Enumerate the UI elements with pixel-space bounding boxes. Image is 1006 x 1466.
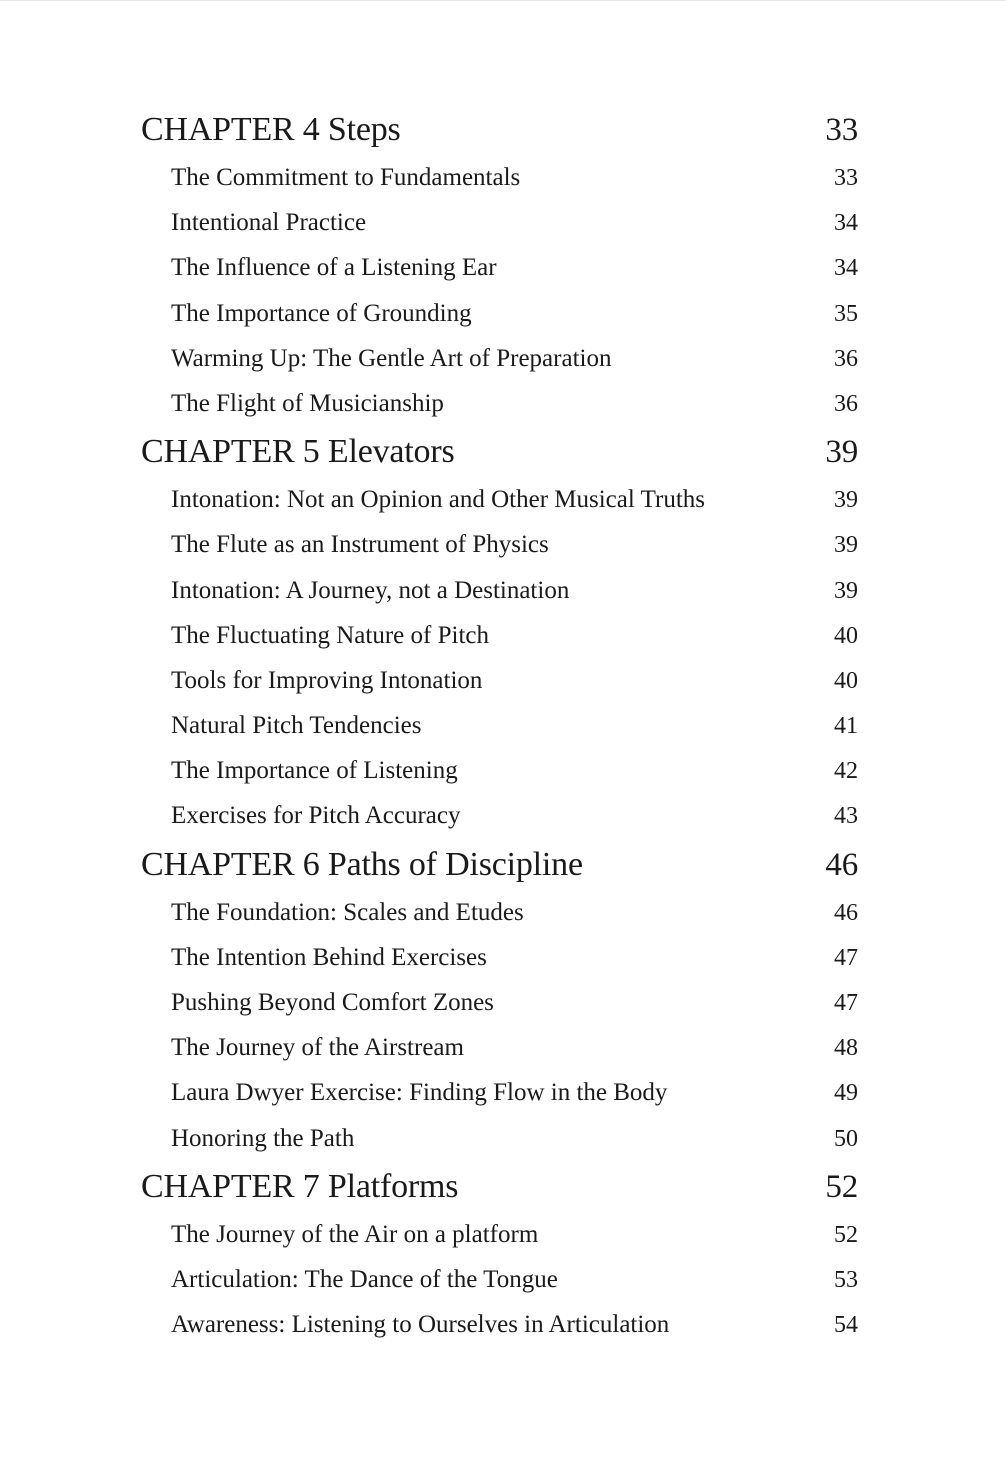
section-title: Laura Dwyer Exercise: Finding Flow in the Body: [171, 1079, 668, 1107]
section-title: The Commitment to Fundamentals: [171, 164, 521, 191]
section-page-number: 33: [834, 165, 858, 191]
section-page-number: 40: [834, 622, 858, 649]
toc-entry[interactable]: [141, 336, 858, 381]
section-title: Tools for Improving Intonation: [171, 666, 483, 694]
chapter-title: CHAPTER 4 Steps: [141, 111, 401, 148]
toc-chapter: [141, 839, 858, 1161]
toc-chapter: [141, 1161, 858, 1348]
section-list: [141, 890, 858, 1161]
section-title: The Importance of Listening: [171, 757, 458, 785]
section-page-number: 53: [834, 1266, 858, 1293]
chapter-page-number: 46: [825, 846, 858, 883]
section-page-number: 46: [834, 899, 858, 926]
section-title: Warming Up: The Gentle Art of Preparation: [171, 344, 612, 372]
toc-entry[interactable]: [141, 890, 858, 935]
section-title: The Fluctuating Nature of Pitch: [171, 621, 489, 649]
chapter-page-number: 52: [825, 1168, 858, 1205]
section-title: Exercises for Pitch Accuracy: [171, 802, 461, 830]
section-page-number: 43: [834, 803, 858, 830]
section-title: Intentional Practice: [171, 209, 367, 237]
toc-entry[interactable]: [141, 1212, 858, 1257]
section-list: [141, 1212, 858, 1348]
toc-entry[interactable]: [141, 1116, 858, 1161]
chapter-title: CHAPTER 6 Paths of Discipline: [141, 845, 583, 883]
section-title: Intonation: A Journey, not a Destination: [171, 576, 570, 604]
section-title: The Journey of the Air on a platform: [171, 1220, 539, 1248]
toc-entry[interactable]: [141, 245, 858, 290]
section-title: Awareness: Listening to Ourselves in Articulation: [171, 1311, 670, 1339]
toc-entry[interactable]: [141, 980, 858, 1025]
toc-chapter: [141, 426, 858, 839]
section-title: The Flight of Musicianship: [171, 389, 444, 417]
section-page-number: 39: [834, 487, 858, 514]
toc-entry[interactable]: [141, 658, 858, 703]
section-page-number: 34: [834, 210, 858, 237]
table-of-contents: [141, 105, 858, 1347]
toc-entry[interactable]: [141, 703, 858, 748]
chapter-page-number: 33: [825, 112, 858, 148]
section-page-number: 42: [834, 758, 858, 785]
section-page-number: 52: [834, 1221, 858, 1248]
section-title: Articulation: The Dance of the Tongue: [171, 1265, 558, 1293]
section-page-number: 39: [834, 532, 858, 559]
chapter-title: CHAPTER 5 Elevators: [141, 433, 455, 471]
toc-entry[interactable]: [141, 1025, 858, 1070]
toc-entry[interactable]: [141, 381, 858, 426]
section-list: [141, 155, 858, 426]
toc-entry[interactable]: [141, 1302, 858, 1347]
section-page-number: 39: [834, 577, 858, 604]
toc-entry[interactable]: [141, 793, 858, 838]
section-title: Honoring the Path: [171, 1124, 355, 1152]
section-page-number: 47: [834, 990, 858, 1016]
section-title: The Influence of a Listening Ear: [171, 254, 497, 282]
section-title: The Journey of the Airstream: [171, 1034, 464, 1062]
toc-entry[interactable]: [141, 291, 858, 336]
section-title: The Flute as an Instrument of Physics: [171, 531, 549, 559]
section-title: The Importance of Grounding: [171, 299, 472, 327]
chapter-heading[interactable]: [141, 1161, 858, 1212]
chapter-page-number: 39: [825, 434, 858, 471]
section-page-number: 54: [834, 1312, 858, 1339]
section-page-number: 36: [834, 345, 858, 372]
section-list: [141, 477, 858, 839]
toc-entry[interactable]: [141, 613, 858, 658]
toc-entry[interactable]: [141, 748, 858, 793]
section-title: The Foundation: Scales and Etudes: [171, 898, 524, 926]
chapter-title: CHAPTER 7 Platforms: [141, 1167, 459, 1205]
section-title: The Intention Behind Exercises: [171, 943, 487, 971]
section-page-number: 41: [834, 713, 858, 740]
toc-entry[interactable]: [141, 155, 858, 200]
toc-entry[interactable]: [141, 200, 858, 245]
chapter-heading[interactable]: [141, 426, 858, 477]
section-title: Intonation: Not an Opinion and Other Musical Truths: [171, 486, 705, 514]
section-title: Natural Pitch Tendencies: [171, 712, 422, 740]
toc-entry[interactable]: [141, 568, 858, 613]
chapter-heading[interactable]: [141, 105, 858, 155]
chapter-heading[interactable]: [141, 839, 858, 890]
toc-chapter: [141, 105, 858, 426]
toc-entry[interactable]: [141, 1257, 858, 1302]
toc-entry[interactable]: [141, 935, 858, 980]
section-page-number: 48: [834, 1035, 858, 1062]
toc-entry[interactable]: [141, 1070, 858, 1115]
section-page-number: 34: [834, 255, 858, 282]
section-page-number: 40: [834, 667, 858, 694]
section-page-number: 47: [834, 944, 858, 971]
section-page-number: 50: [834, 1125, 858, 1152]
section-title: Pushing Beyond Comfort Zones: [171, 989, 494, 1016]
section-page-number: 35: [834, 300, 858, 327]
toc-entry[interactable]: [141, 522, 858, 567]
section-page-number: 49: [834, 1080, 858, 1107]
section-page-number: 36: [834, 390, 858, 417]
toc-entry[interactable]: [141, 477, 858, 522]
